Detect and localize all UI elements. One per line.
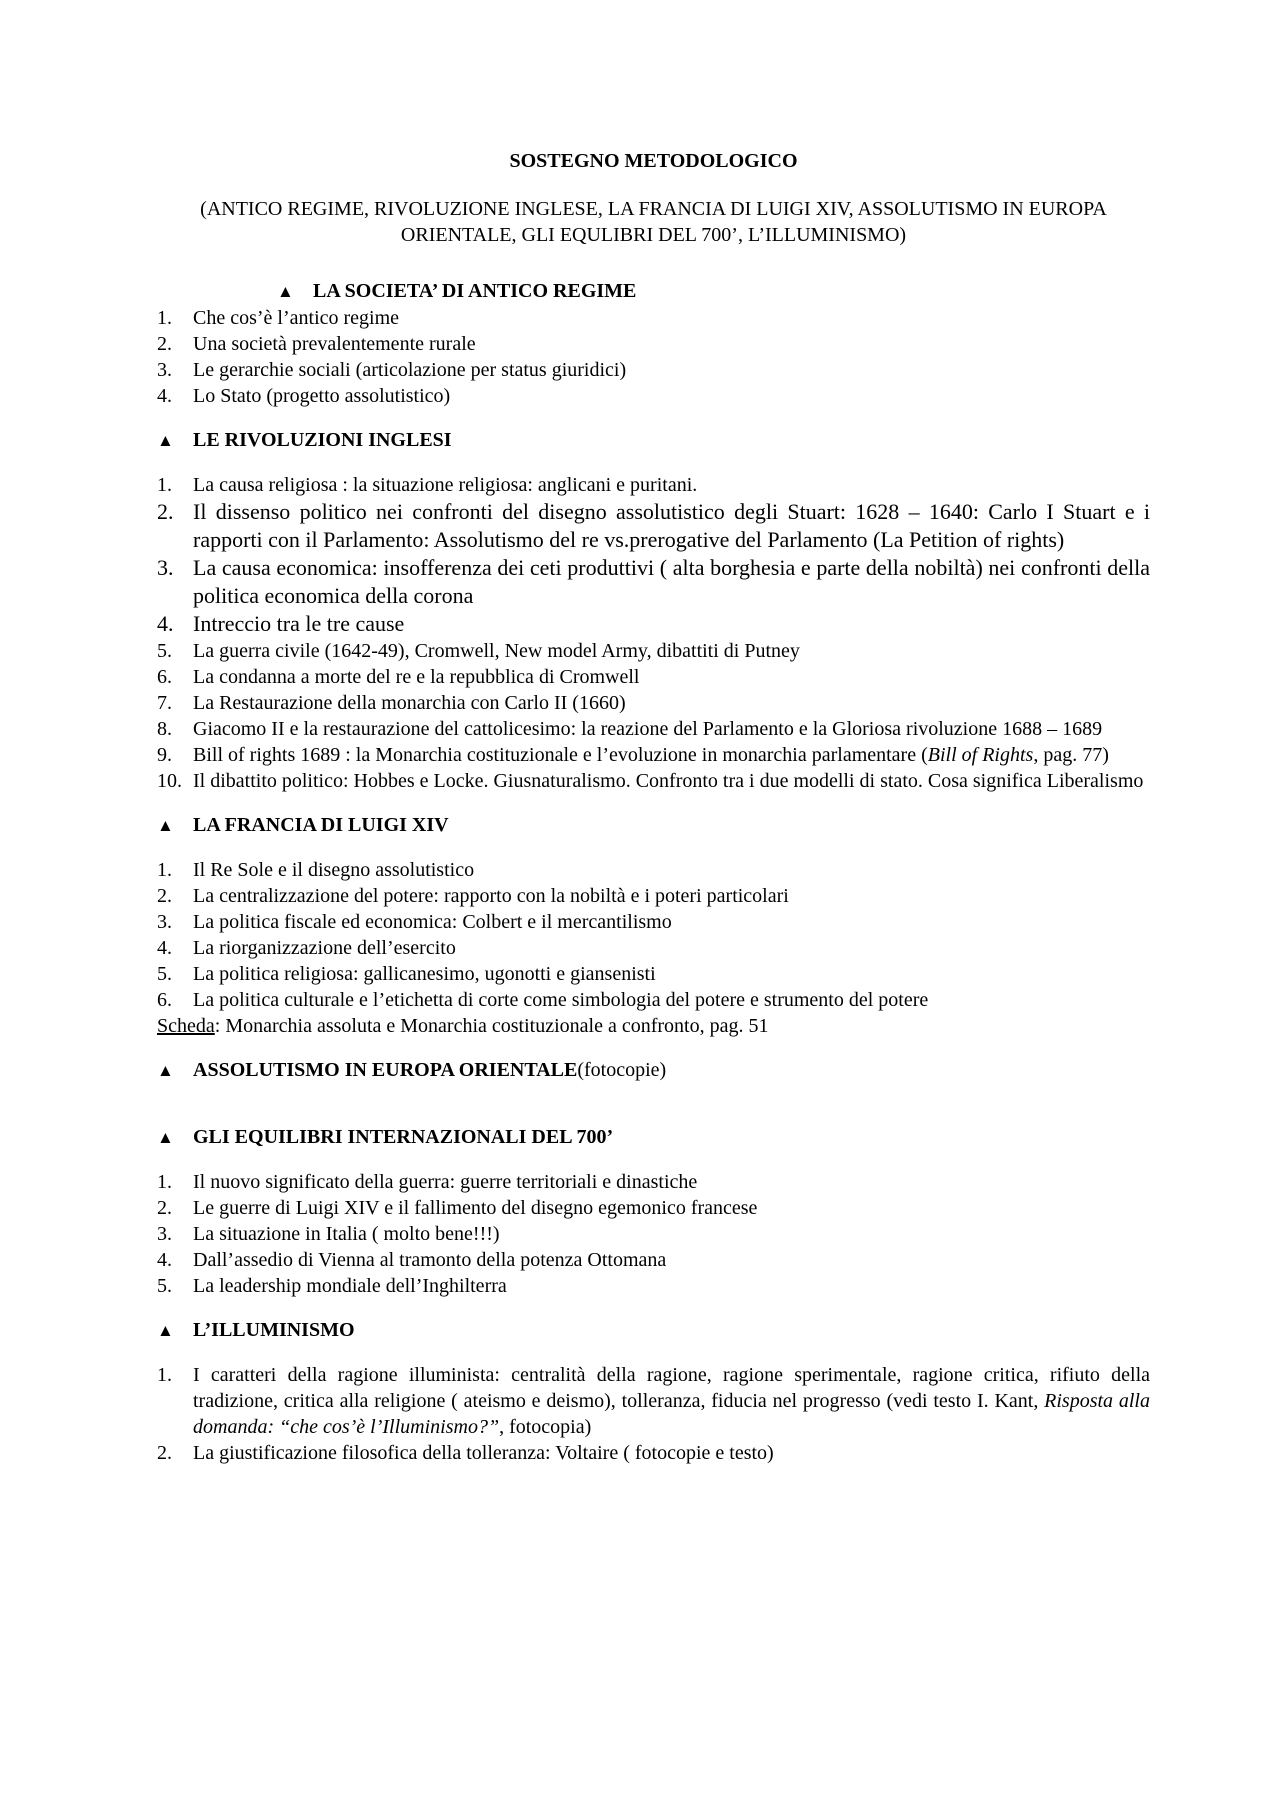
list-number: 5. — [157, 640, 172, 662]
document-subtitle: (ANTICO REGIME, RIVOLUZIONE INGLESE, LA FRANCIA DI LUIGI XIV, ASSOLUTISMO IN EUROPA ORIENTALE, GLI EQULIBRI DEL 700’, L’ILLUMINISMO) — [200, 198, 1107, 246]
list-item — [157, 305, 1150, 331]
list-number: 4. — [157, 937, 172, 959]
list-item — [157, 498, 1150, 554]
list-text-part: , fotocopia) — [499, 1416, 592, 1438]
section-rivoluzioni-inglesi — [157, 427, 1150, 794]
list-text — [193, 742, 1150, 768]
list-number: 1. — [157, 1364, 172, 1386]
list-text-part: I caratteri della ragione illuminista: centralità della ragione, ragione sperimentale, ragione critica, rifiuto della tradizione, critica alla religione ( ateismo e deismo), tolleranza, fiducia nel progresso (vedi testo I. Kant, — [193, 1364, 1150, 1412]
list-item — [157, 1362, 1150, 1440]
section-equilibri-internazionali — [157, 1124, 1150, 1299]
scheda-label: Scheda — [157, 1015, 215, 1037]
list-number: 4. — [157, 611, 174, 636]
list-number: 2. — [157, 333, 172, 355]
list-item — [157, 857, 1150, 883]
list-text: Le gerarchie sociali (articolazione per status giuridici) — [193, 359, 627, 381]
list-item — [157, 935, 1150, 961]
section-heading-text: LA SOCIETA’ DI ANTICO REGIME — [313, 280, 637, 302]
list-text: La giustificazione filosofica della tolleranza: Voltaire ( fotocopie e testo) — [193, 1442, 774, 1464]
section-heading-text: L’ILLUMINISMO — [193, 1319, 355, 1341]
section-heading-text: LE RIVOLUZIONI INGLESI — [193, 429, 452, 451]
list-text: La politica religiosa: gallicanesimo, ugonotti e giansenisti — [193, 963, 656, 985]
list — [157, 1169, 1150, 1299]
list-number: 10. — [157, 770, 182, 792]
list-item — [157, 768, 1150, 794]
list-item — [157, 1195, 1150, 1221]
list-number: 9. — [157, 744, 172, 766]
list-text: La riorganizzazione dell’esercito — [193, 937, 456, 959]
list-number: 3. — [157, 359, 172, 381]
section-heading-text: LA FRANCIA DI LUIGI XIV — [193, 814, 449, 836]
triangle-bullet-icon: ▲ — [157, 1321, 174, 1340]
list-text-part: Bill of rights 1689 : la Monarchia costituzionale e l’evoluzione in monarchia parlamentare ( — [193, 744, 928, 766]
list-item — [157, 883, 1150, 909]
section-heading-text: GLI EQUILIBRI INTERNAZIONALI DEL 700’ — [193, 1126, 614, 1148]
list-text: Le guerre di Luigi XIV e il fallimento del disegno egemonico francese — [193, 1197, 758, 1219]
list-item — [157, 472, 1150, 498]
list-number: 6. — [157, 666, 172, 688]
section-heading-note: (fotocopie) — [577, 1059, 667, 1081]
triangle-bullet-icon: ▲ — [157, 431, 174, 450]
list-text: Che cos’è l’antico regime — [193, 307, 400, 329]
list-text: Giacomo II e la restaurazione del cattolicesimo: la reazione del Parlamento e la Gloriosa rivoluzione 1688 – 1689 — [193, 718, 1103, 740]
section-illuminismo — [157, 1317, 1150, 1466]
list-text: Il dibattito politico: Hobbes e Locke. Giusnaturalismo. Confronto tra i due modelli di stato. Cosa significa Liberalismo — [193, 770, 1144, 792]
list-number: 4. — [157, 385, 172, 407]
list — [157, 1362, 1150, 1466]
list-text: Dall’assedio di Vienna al tramonto della potenza Ottomana — [193, 1249, 667, 1271]
list-number: 1. — [157, 1171, 172, 1193]
list-text: La Restaurazione della monarchia con Carlo II (1660) — [193, 692, 626, 714]
list-text-part: , pag. 77) — [1033, 744, 1109, 766]
list-text: Una società prevalentemente rurale — [193, 333, 476, 355]
section-heading — [157, 1317, 1150, 1344]
section-assolutismo-europa-orientale — [157, 1057, 1150, 1084]
document-title: SOSTEGNO METODOLOGICO — [509, 150, 798, 172]
scheda-note — [157, 1013, 1150, 1039]
list-number: 6. — [157, 989, 172, 1011]
list-text: La guerra civile (1642-49), Cromwell, New model Army, dibattiti di Putney — [193, 640, 800, 662]
list-text — [193, 1362, 1150, 1440]
list-item — [157, 742, 1150, 768]
list-item — [157, 1169, 1150, 1195]
list — [157, 305, 1150, 409]
scheda-text: : Monarchia assoluta e Monarchia costituzionale a confronto, pag. 51 — [214, 1015, 769, 1037]
list-item — [157, 383, 1150, 409]
list-number: 1. — [157, 474, 172, 496]
list-item — [157, 357, 1150, 383]
list-item — [157, 1273, 1150, 1299]
section-antico-regime — [157, 278, 1150, 409]
section-heading — [157, 278, 1150, 305]
triangle-bullet-icon: ▲ — [277, 282, 294, 301]
list-number: 7. — [157, 692, 172, 714]
list-text: La politica fiscale ed economica: Colbert e il mercantilismo — [193, 911, 672, 933]
list-text: Il dissenso politico nei confronti del disegno assolutistico degli Stuart: 1628 – 1640: Carlo I Stuart e i rapporti con il Parlamento: Assolutismo del re vs.prerogative del Parlamento (La Petition of rights) — [193, 499, 1150, 552]
list-item — [157, 610, 1150, 638]
list-number: 4. — [157, 1249, 172, 1271]
list-text-italic: Bill of Rights — [927, 744, 1034, 766]
list-text: La politica culturale e l’etichetta di corte come simbologia del potere e strumento del potere — [193, 989, 929, 1011]
list-number: 5. — [157, 1275, 172, 1297]
section-heading — [157, 812, 1150, 839]
list-text: La causa economica: insofferenza dei ceti produttivi ( alta borghesia e parte della nobiltà) nei confronti della politica economica della corona — [193, 555, 1150, 608]
list-item — [157, 331, 1150, 357]
triangle-bullet-icon: ▲ — [157, 1128, 174, 1147]
section-heading — [157, 1124, 1150, 1151]
list-number: 3. — [157, 911, 172, 933]
section-heading — [157, 427, 1150, 454]
list-number: 1. — [157, 307, 172, 329]
list-number: 2. — [157, 499, 174, 524]
list-text-italic: Risposta alla domanda: “che cos’è l’Illuminismo?” — [193, 1390, 1150, 1438]
list-number: 3. — [157, 1223, 172, 1245]
list-text: La causa religiosa : la situazione religiosa: anglicani e puritani. — [193, 474, 698, 496]
list-text: Il nuovo significato della guerra: guerre territoriali e dinastiche — [193, 1171, 698, 1193]
list-number: 2. — [157, 885, 172, 907]
list-item — [157, 961, 1150, 987]
triangle-bullet-icon: ▲ — [157, 1061, 174, 1080]
triangle-bullet-icon: ▲ — [157, 816, 174, 835]
list-number: 5. — [157, 963, 172, 985]
list-item — [157, 1440, 1150, 1466]
section-heading-text: ASSOLUTISMO IN EUROPA ORIENTALE — [193, 1059, 578, 1081]
list-item — [157, 716, 1150, 742]
list-number: 3. — [157, 555, 174, 580]
list-number: 1. — [157, 859, 172, 881]
list-item — [157, 1247, 1150, 1273]
list-text: Il Re Sole e il disegno assolutistico — [193, 859, 475, 881]
section-heading — [157, 1057, 1150, 1084]
list-text: Intreccio tra le tre cause — [193, 611, 405, 636]
list-item — [157, 638, 1150, 664]
list-item — [157, 909, 1150, 935]
list-item — [157, 690, 1150, 716]
list-number: 2. — [157, 1197, 172, 1219]
list-item — [157, 664, 1150, 690]
list — [157, 472, 1150, 794]
list-text: La condanna a morte del re e la repubblica di Cromwell — [193, 666, 640, 688]
list-text: La leadership mondiale dell’Inghilterra — [193, 1275, 507, 1297]
list-item — [157, 987, 1150, 1013]
list-text: Lo Stato (progetto assolutistico) — [193, 385, 451, 407]
list — [157, 857, 1150, 1013]
list-item — [157, 554, 1150, 610]
section-francia-luigi-xiv — [157, 812, 1150, 1039]
list-number: 2. — [157, 1442, 172, 1464]
list-number: 8. — [157, 718, 172, 740]
list-text: La situazione in Italia ( molto bene!!!) — [193, 1223, 500, 1245]
list-item — [157, 1221, 1150, 1247]
list-text: La centralizzazione del potere: rapporto con la nobiltà e i poteri particolari — [193, 885, 789, 907]
